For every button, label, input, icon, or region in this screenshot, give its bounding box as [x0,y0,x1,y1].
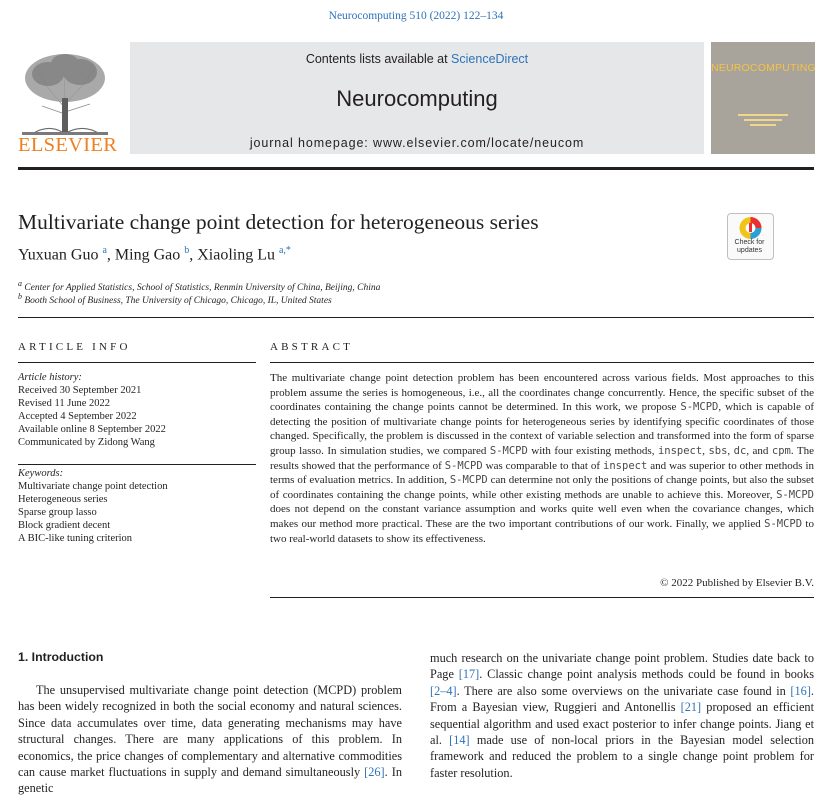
copyright-notice: © 2022 Published by Elsevier B.V. [660,577,814,589]
keywords-label: Keywords: [18,468,64,479]
abstract-divider [270,362,814,363]
author-separator: , [189,246,198,264]
method-dc: dc [733,444,747,457]
intro-right-column [430,650,814,781]
abstract-heading: ABSTRACT [270,341,354,353]
intro-text: . In genetic [18,765,402,796]
abstract-segment: was comparable to that of [482,459,604,472]
elsevier-wordmark: ELSEVIER [18,134,118,156]
history-revised: Revised 11 June 2022 [18,398,111,409]
citation-link[interactable]: [16] [790,683,811,698]
cover-decoration [724,112,802,133]
abstract-segment: does not depend on the constant variance assumption and works quite well even when the covariance changes, which makes our method more practical. These are the two important contributions of our work. Finally, we applied [270,503,814,530]
method-name: S-MCPD [449,474,488,487]
check-for-updates-label: Check for updates [734,239,765,254]
abstract-segment: with four existing methods, [527,444,658,457]
abstract-segment: , which is capable of detecting the position of multivariate change points for heterogeneous series by identifying specific coordinates of those changed. Specifically, the problem is discussed in the context of variable selection and transformed into the form of sparse group lasso. In simulation studies, we compared [270,401,814,457]
citation-link[interactable]: [26] [364,765,385,780]
author-separator: , [106,246,115,264]
affiliation-text: Booth School of Business, The University of Chicago, Chicago, IL, United States [24,296,332,307]
method-sbs: sbs [708,444,728,457]
method-name: S-MCPD [776,488,814,501]
journal-homepage-link[interactable]: journal homepage: www.elsevier.com/locate/neucom [249,136,585,150]
intro-text: made use of non-local priors in the Bayesian model selection framework and reduced the problem to a single change point problem for faster resolution. [430,733,814,780]
affiliation-marker: a [18,279,22,288]
history-online: Available online 8 September 2022 [18,424,166,435]
author-list [18,245,291,264]
intro-text: . Classic change point analysis methods could be found in books [479,667,815,682]
keyword-item: Block gradient decent [18,520,111,531]
affiliation-text: Center for Applied Statistics, School of Statistics, Renmin University of China, Beijing, China [24,283,381,294]
method-name: S-MCPD [680,401,719,414]
keyword-item: A BIC-like tuning criterion [18,533,133,544]
history-received: Received 30 September 2021 [18,385,142,396]
article-info-heading: ARTICLE INFO [18,341,131,353]
intro-left-column [18,682,402,797]
abstract-segment: . The results showed that the performance of [270,444,815,472]
contents-availability [130,52,704,66]
sciencedirect-link[interactable]: ScienceDirect [451,52,529,66]
check-updates-icon [728,214,773,242]
article-history-label: Article history: [18,372,82,383]
intro-text: much research on the univariate change point problem. Studies date back to Page [430,651,814,682]
paper-title: Multivariate change point detection for heterogeneous series [18,210,539,234]
author-name[interactable]: Ming Gao [114,246,181,264]
intro-text: proposed an efficient sequential algorithm and used exact posterior to infer change points. Jiang et al. [430,700,814,748]
header-divider [18,167,814,170]
citation-link[interactable]: [21] [680,700,702,715]
contents-prefix: Contents lists available at [305,52,452,66]
affiliation-b [18,292,332,306]
method-cpm: cpm [771,444,791,457]
keyword-item: Multivariate change point detection [18,481,168,492]
keyword-item: Sparse group lasso [18,507,97,518]
keyword-item: Heterogeneous series [18,494,108,505]
abstract-bottom-divider [270,597,814,598]
abstract-segment: The multivariate change point detection problem has been encountered across various fields. Most approaches to this problem assume the series is homogeneous, i.e., all the coordinates change concurrently. Hence, the specific subset of the coordinates containing the change points cannot be determined. In this work, we propose [270,372,814,414]
title-divider [18,317,814,318]
citation-link[interactable]: [14] [449,733,470,748]
intro-text: The unsupervised multivariate change point detection (MCPD) problem has been widely recognized in both the social economy and natural sciences. Since data accumulates over time, data generating mechanisms may have structural changes. There are many applications of this problem. In economics, the price changes of complementary and alternative commodities can cause market fluctuations in supply and demand simultaneously [18,683,402,780]
method-name: S-MCPD [764,517,803,530]
method-inspect: inspect [603,459,648,472]
author-affiliation-marker[interactable]: a [102,245,107,256]
history-communicated: Communicated by Zidong Wang [18,437,155,448]
journal-reference-link[interactable]: Neurocomputing 510 (2022) 122–134 [328,10,504,22]
abstract-segment: and was superior to other methods in terms of evaluation metrics. In addition, [270,459,814,487]
intro-text: . From a Bayesian view, Ruggieri and Antonellis [430,683,814,715]
method-name: S-MCPD [489,444,528,457]
cover-title: NEUROCOMPUTING [711,62,816,74]
author-name[interactable]: Yuxuan Guo [18,246,99,264]
citation-link[interactable]: [17] [458,667,480,682]
author-affiliation-marker[interactable]: a,* [278,245,291,256]
journal-cover-image [711,42,815,154]
author-affiliation-marker[interactable]: b [184,245,190,256]
keywords-divider [18,464,256,465]
method-inspect: inspect [657,444,703,457]
article-info-divider [18,362,256,363]
abstract-segment: can determine not only the positions of change points, but also the subset of coordinates containing the change points, while other existing methods are unable to achieve this. Moreover, [270,474,814,501]
history-accepted: Accepted 4 September 2022 [18,411,137,422]
citation-link[interactable]: [2–4] [430,683,457,698]
intro-text: . There are also some overviews on the univariate case found in [456,683,791,698]
abstract-segment: to two real-world datasets to show its effectiveness. [270,517,814,545]
section-heading-introduction: 1. Introduction [18,650,104,664]
affiliation-marker: b [18,292,22,301]
journal-name: Neurocomputing [336,86,498,111]
author-name[interactable]: Xiaoling Lu [197,246,275,264]
abstract-text: The multivariate change point detection problem has been encountered across various fields. Most approaches to this problem assume the series is homogeneous, i.e., all the coordinates change concurrently. Hence, the specific subset of the coordinates containing the change points cannot be determined. In this work, we propose S-MCPD, which is capable of detecting the position of multivariate change points for heterogeneous series by identifying specific coordinates of those changed. Specifically, the problem is discussed in the context of variable selection and transformed into the form of sparse group lasso. In simulation studies, we compared S-MCPD with four existing methods, inspect, sbs, dc, and cpm. The results showed that the performance of S-MCPD was comparable to that of inspect and was superior to other methods in terms of evaluation metrics. In addition, S-MCPD can determine not only the positions of change points, but also the subset of coordinates containing the change points, while other existing methods are unable to achieve this. Moreover, S-MCPD does not depend on the constant variance assumption and works quite well even when the covariance changes, which makes our method more practical. These are the two important contributions of our work. Finally, we applied S-MCPD to two real-world datasets to show its effectiveness. [270,372,815,545]
method-name: S-MCPD [444,459,483,472]
